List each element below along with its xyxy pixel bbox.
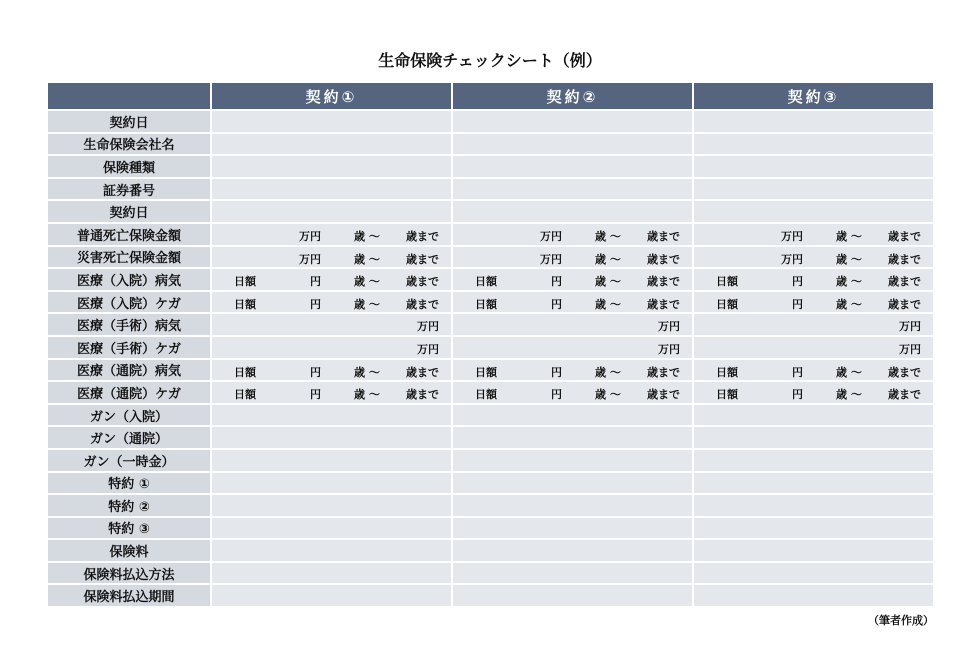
table-row xyxy=(48,382,933,403)
unit-label-age-from: 歳 ～ xyxy=(354,229,380,243)
value-cell-contract-1[interactable] xyxy=(212,473,451,494)
unit-label-yen: 円 xyxy=(792,388,803,402)
value-cell-contract-1[interactable] xyxy=(212,360,451,381)
value-cell-contract-1[interactable] xyxy=(212,314,451,335)
value-cell-contract-2[interactable] xyxy=(453,156,692,177)
unit-label-age-from: 歳 ～ xyxy=(836,252,862,266)
table-row xyxy=(48,585,933,606)
value-cell-contract-1[interactable] xyxy=(212,337,451,358)
table-row xyxy=(48,540,933,561)
row-label: 医療（通院）ケガ xyxy=(48,382,210,403)
unit-label-daily: 日額 xyxy=(234,365,256,379)
unit-label-daily: 日額 xyxy=(475,388,497,402)
value-cell-contract-3[interactable] xyxy=(694,360,933,381)
unit-label-man-yen: 万円 xyxy=(299,252,321,266)
table-row xyxy=(48,269,933,290)
unit-label-age-from: 歳 ～ xyxy=(836,275,862,289)
value-cell-contract-3[interactable] xyxy=(694,292,933,313)
row-label: 医療（入院）ケガ xyxy=(48,292,210,313)
value-cell-contract-2[interactable] xyxy=(453,247,692,268)
unit-label-age-to: 歳まで xyxy=(888,365,921,379)
unit-label-age-to: 歳まで xyxy=(888,388,921,402)
value-cell-contract-2[interactable] xyxy=(453,360,692,381)
value-cell-contract-2[interactable] xyxy=(453,134,692,155)
table-row xyxy=(48,495,933,516)
header-contract-3: 契約③ xyxy=(694,83,933,109)
unit-label-age-from: 歳 ～ xyxy=(836,229,862,243)
unit-label-age-from: 歳 ～ xyxy=(354,365,380,379)
value-cell-contract-2[interactable] xyxy=(453,450,692,471)
value-cell-contract-3[interactable] xyxy=(694,224,933,245)
row-label: ガン（通院） xyxy=(48,427,210,448)
unit-label-age-to: 歳まで xyxy=(888,297,921,311)
value-cell-contract-2[interactable] xyxy=(453,540,692,561)
unit-label-yen: 円 xyxy=(310,388,321,402)
unit-label-man-yen: 万円 xyxy=(417,342,439,356)
value-cell-contract-3[interactable] xyxy=(694,269,933,290)
unit-label-man-yen: 万円 xyxy=(899,342,921,356)
unit-label-daily: 日額 xyxy=(234,297,256,311)
value-cell-contract-1[interactable] xyxy=(212,563,451,584)
unit-label-man-yen: 万円 xyxy=(781,252,803,266)
value-cell-contract-3[interactable] xyxy=(694,156,933,177)
header-blank xyxy=(48,83,210,109)
value-cell-contract-3[interactable] xyxy=(694,337,933,358)
row-label: 証券番号 xyxy=(48,179,210,200)
table-row xyxy=(48,179,933,200)
unit-label-age-from: 歳 ～ xyxy=(595,275,621,289)
unit-label-age-to: 歳まで xyxy=(888,275,921,289)
unit-label-age-from: 歳 ～ xyxy=(595,388,621,402)
unit-label-man-yen: 万円 xyxy=(540,252,562,266)
table-body xyxy=(48,111,933,606)
unit-label-age-to: 歳まで xyxy=(406,297,439,311)
unit-label-yen: 円 xyxy=(310,365,321,379)
unit-label-daily: 日額 xyxy=(716,365,738,379)
unit-label-man-yen: 万円 xyxy=(781,229,803,243)
unit-label-age-to: 歳まで xyxy=(647,365,680,379)
value-cell-contract-1[interactable] xyxy=(212,201,451,222)
value-cell-contract-3[interactable] xyxy=(694,134,933,155)
unit-label-yen: 円 xyxy=(551,388,562,402)
unit-label-yen: 円 xyxy=(310,275,321,289)
value-cell-contract-3[interactable] xyxy=(694,450,933,471)
unit-label-daily: 日額 xyxy=(716,388,738,402)
value-cell-contract-2[interactable] xyxy=(453,224,692,245)
value-cell-contract-1[interactable] xyxy=(212,518,451,539)
row-label: 保険料払込期間 xyxy=(48,585,210,606)
value-cell-contract-2[interactable] xyxy=(453,405,692,426)
value-cell-contract-3[interactable] xyxy=(694,563,933,584)
unit-label-yen: 円 xyxy=(551,275,562,289)
value-cell-contract-3[interactable] xyxy=(694,247,933,268)
unit-label-age-to: 歳まで xyxy=(647,297,680,311)
value-cell-contract-3[interactable] xyxy=(694,405,933,426)
row-label: 医療（手術）ケガ xyxy=(48,337,210,358)
unit-label-man-yen: 万円 xyxy=(540,229,562,243)
table-row xyxy=(48,405,933,426)
value-cell-contract-2[interactable] xyxy=(453,427,692,448)
row-label: 特約 ② xyxy=(48,495,210,516)
value-cell-contract-1[interactable] xyxy=(212,224,451,245)
value-cell-contract-1[interactable] xyxy=(212,134,451,155)
value-cell-contract-2[interactable] xyxy=(453,179,692,200)
unit-label-age-to: 歳まで xyxy=(406,275,439,289)
unit-label-yen: 円 xyxy=(310,297,321,311)
unit-label-age-from: 歳 ～ xyxy=(354,297,380,311)
row-label: 保険種類 xyxy=(48,156,210,177)
unit-label-age-to: 歳まで xyxy=(647,275,680,289)
unit-label-age-from: 歳 ～ xyxy=(595,365,621,379)
value-cell-contract-1[interactable] xyxy=(212,269,451,290)
unit-label-age-to: 歳まで xyxy=(406,229,439,243)
unit-label-man-yen: 万円 xyxy=(899,320,921,334)
value-cell-contract-1[interactable] xyxy=(212,179,451,200)
unit-label-age-to: 歳まで xyxy=(888,252,921,266)
value-cell-contract-2[interactable] xyxy=(453,563,692,584)
table-row xyxy=(48,134,933,155)
value-cell-contract-2[interactable] xyxy=(453,292,692,313)
unit-label-daily: 日額 xyxy=(716,297,738,311)
unit-label-age-from: 歳 ～ xyxy=(595,229,621,243)
value-cell-contract-3[interactable] xyxy=(694,111,933,132)
row-label: 普通死亡保険金額 xyxy=(48,224,210,245)
row-label: 特約 ③ xyxy=(48,518,210,539)
unit-label-daily: 日額 xyxy=(234,388,256,402)
unit-label-yen: 円 xyxy=(551,365,562,379)
unit-label-age-from: 歳 ～ xyxy=(836,297,862,311)
row-label: 契約日 xyxy=(48,201,210,222)
value-cell-contract-2[interactable] xyxy=(453,337,692,358)
unit-label-age-to: 歳まで xyxy=(406,365,439,379)
header-contract-1: 契約① xyxy=(212,83,451,109)
value-cell-contract-1[interactable] xyxy=(212,405,451,426)
unit-label-age-to: 歳まで xyxy=(647,229,680,243)
value-cell-contract-3[interactable] xyxy=(694,585,933,606)
row-label: 保険料 xyxy=(48,540,210,561)
unit-label-age-from: 歳 ～ xyxy=(595,252,621,266)
table-row xyxy=(48,156,933,177)
unit-label-age-to: 歳まで xyxy=(406,252,439,266)
row-label: ガン（一時金） xyxy=(48,450,210,471)
value-cell-contract-3[interactable] xyxy=(694,427,933,448)
table-row xyxy=(48,224,933,245)
row-label: 医療（入院）病気 xyxy=(48,269,210,290)
value-cell-contract-3[interactable] xyxy=(694,179,933,200)
value-cell-contract-2[interactable] xyxy=(453,518,692,539)
unit-label-yen: 円 xyxy=(792,297,803,311)
value-cell-contract-3[interactable] xyxy=(694,540,933,561)
unit-label-age-from: 歳 ～ xyxy=(836,388,862,402)
value-cell-contract-1[interactable] xyxy=(212,450,451,471)
value-cell-contract-3[interactable] xyxy=(694,314,933,335)
value-cell-contract-1[interactable] xyxy=(212,427,451,448)
value-cell-contract-1[interactable] xyxy=(212,247,451,268)
unit-label-man-yen: 万円 xyxy=(417,320,439,334)
unit-label-daily: 日額 xyxy=(475,365,497,379)
value-cell-contract-2[interactable] xyxy=(453,382,692,403)
table-row xyxy=(48,111,933,132)
row-label: 生命保険会社名 xyxy=(48,134,210,155)
row-label: 医療（通院）病気 xyxy=(48,360,210,381)
value-cell-contract-1[interactable] xyxy=(212,156,451,177)
unit-label-age-from: 歳 ～ xyxy=(354,275,380,289)
unit-label-man-yen: 万円 xyxy=(299,229,321,243)
unit-label-daily: 日額 xyxy=(475,297,497,311)
row-label: 医療（手術）病気 xyxy=(48,314,210,335)
unit-label-age-from: 歳 ～ xyxy=(836,365,862,379)
value-cell-contract-1[interactable] xyxy=(212,111,451,132)
unit-label-age-from: 歳 ～ xyxy=(354,388,380,402)
row-label: ガン（入院） xyxy=(48,405,210,426)
value-cell-contract-2[interactable] xyxy=(453,111,692,132)
value-cell-contract-2[interactable] xyxy=(453,585,692,606)
value-cell-contract-3[interactable] xyxy=(694,382,933,403)
row-label: 保険料払込方法 xyxy=(48,563,210,584)
unit-label-age-from: 歳 ～ xyxy=(595,297,621,311)
value-cell-contract-2[interactable] xyxy=(453,201,692,222)
value-cell-contract-3[interactable] xyxy=(694,495,933,516)
row-label: 災害死亡保険金額 xyxy=(48,247,210,268)
unit-label-yen: 円 xyxy=(792,365,803,379)
table-row xyxy=(48,247,933,268)
header-row xyxy=(48,83,933,109)
unit-label-daily: 日額 xyxy=(716,275,738,289)
table-row xyxy=(48,450,933,471)
table-row xyxy=(48,337,933,358)
unit-label-daily: 日額 xyxy=(234,275,256,289)
header-contract-2: 契約② xyxy=(453,83,692,109)
value-cell-contract-3[interactable] xyxy=(694,201,933,222)
value-cell-contract-1[interactable] xyxy=(212,495,451,516)
value-cell-contract-1[interactable] xyxy=(212,540,451,561)
table-row xyxy=(48,292,933,313)
value-cell-contract-3[interactable] xyxy=(694,473,933,494)
table-row xyxy=(48,518,933,539)
value-cell-contract-2[interactable] xyxy=(453,495,692,516)
unit-label-age-from: 歳 ～ xyxy=(354,252,380,266)
unit-label-yen: 円 xyxy=(551,297,562,311)
unit-label-age-to: 歳まで xyxy=(406,388,439,402)
unit-label-daily: 日額 xyxy=(475,275,497,289)
value-cell-contract-3[interactable] xyxy=(694,518,933,539)
table-row xyxy=(48,563,933,584)
unit-label-age-to: 歳まで xyxy=(647,252,680,266)
table-row xyxy=(48,473,933,494)
table-row xyxy=(48,360,933,381)
row-label: 契約日 xyxy=(48,111,210,132)
checklist-table xyxy=(46,81,935,608)
value-cell-contract-2[interactable] xyxy=(453,269,692,290)
unit-label-age-to: 歳まで xyxy=(647,388,680,402)
unit-label-man-yen: 万円 xyxy=(658,320,680,334)
unit-label-man-yen: 万円 xyxy=(658,342,680,356)
page-title: 生命保険チェックシート（例） xyxy=(378,51,602,70)
footnote: （筆者作成） xyxy=(868,614,934,627)
value-cell-contract-1[interactable] xyxy=(212,292,451,313)
unit-label-yen: 円 xyxy=(792,275,803,289)
value-cell-contract-1[interactable] xyxy=(212,382,451,403)
value-cell-contract-2[interactable] xyxy=(453,314,692,335)
table-row xyxy=(48,427,933,448)
row-label: 特約 ① xyxy=(48,473,210,494)
table-row xyxy=(48,314,933,335)
unit-label-age-to: 歳まで xyxy=(888,229,921,243)
value-cell-contract-2[interactable] xyxy=(453,473,692,494)
value-cell-contract-1[interactable] xyxy=(212,585,451,606)
table-row xyxy=(48,201,933,222)
